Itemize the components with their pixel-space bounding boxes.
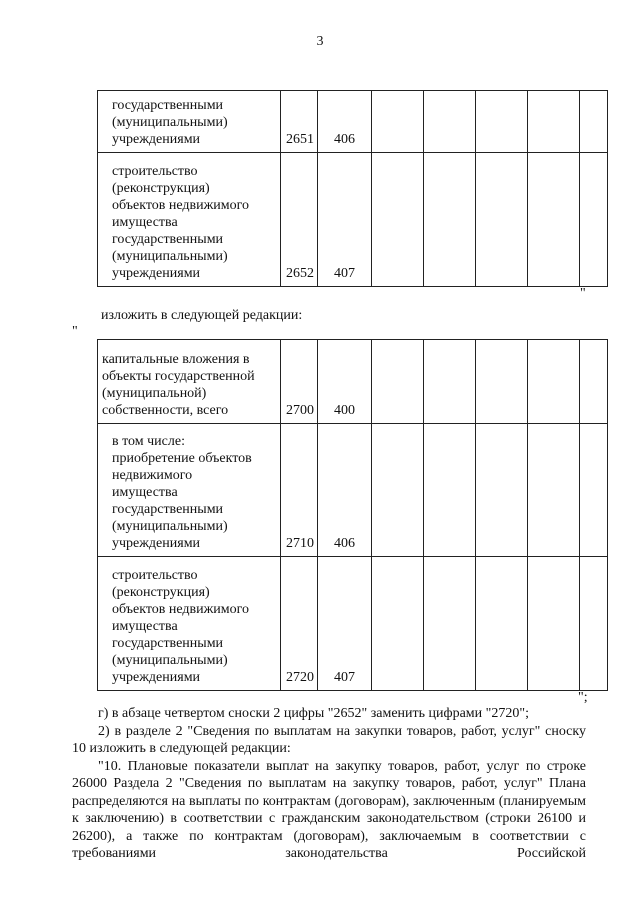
paragraph-footnote-10-text: "10. Плановые показатели выплат на закупку товаров, работ, услуг по строке 26000 Раздела 2 "Сведения по выплатам на закупку товаров, работ, услуг" Плана распределяются на выплаты по контрактам (договорам), заключенным (планируемым к заключению) в соответствии с гражданским законодательством (строки 26100 и 26200), а также по контрактам (договорам), заключаемым в соответствии с требованиями законодательства Российской xyxy=(72,758,586,861)
value-cell xyxy=(580,557,608,691)
value-cell xyxy=(476,340,528,424)
value-cell xyxy=(476,557,528,691)
value-cell xyxy=(580,153,608,287)
table-row xyxy=(98,91,608,153)
row-code: 2652 xyxy=(281,153,318,287)
row-label: капитальные вложения в объекты государственной (муниципальной) собственности, всего xyxy=(98,340,281,424)
row-code: 2720 xyxy=(281,557,318,691)
value-cell xyxy=(476,424,528,557)
document-body xyxy=(72,705,586,863)
value-cell xyxy=(528,153,580,287)
value-cell xyxy=(528,91,580,153)
value-cell xyxy=(424,153,476,287)
row-label: государственными (муниципальными) учреждениями xyxy=(98,91,281,153)
value-cell xyxy=(372,91,424,153)
value-cell xyxy=(424,557,476,691)
row-code: 2651 xyxy=(281,91,318,153)
value-cell xyxy=(476,91,528,153)
value-cell xyxy=(424,91,476,153)
paragraph-footnote-change: г) в абзаце четвертом сноски 2 цифры "2652" заменить цифрами "2720"; xyxy=(98,706,529,721)
table-row xyxy=(98,153,608,287)
value-cell xyxy=(528,340,580,424)
value-cell xyxy=(372,557,424,691)
budget-table-current xyxy=(97,90,608,287)
row-label: строительство (реконструкция) объектов недвижимого имущества государственными (муниципальными) учреждениями xyxy=(98,153,281,287)
table-row xyxy=(98,424,608,557)
closing-quote-semicolon: "; xyxy=(578,690,588,705)
value-cell xyxy=(580,340,608,424)
page-number: 3 xyxy=(316,34,324,49)
value-cell xyxy=(372,424,424,557)
amendment-lead-text: изложить в следующей редакции: xyxy=(101,308,303,323)
value-cell xyxy=(372,340,424,424)
row-code: 2710 xyxy=(281,424,318,557)
row-label: строительство (реконструкция) объектов недвижимого имущества государственными (муниципальными) учреждениями xyxy=(98,557,281,691)
row-kosgu: 406 xyxy=(318,424,372,557)
budget-table-new-edition xyxy=(97,339,608,691)
value-cell xyxy=(424,424,476,557)
closing-quote: " xyxy=(580,286,586,301)
row-label: в том числе: приобретение объектов недвижимого имущества государственными (муниципальными) учреждениями xyxy=(98,424,281,557)
value-cell xyxy=(476,153,528,287)
value-cell xyxy=(372,153,424,287)
opening-quote: " xyxy=(72,324,78,339)
value-cell xyxy=(528,424,580,557)
paragraph-section-2-change: 2) в разделе 2 "Сведения по выплатам на закупки товаров, работ, услуг" сноску 10 изложить в следующей редакции: xyxy=(72,723,586,756)
value-cell xyxy=(580,424,608,557)
value-cell xyxy=(528,557,580,691)
value-cell xyxy=(424,340,476,424)
table-row xyxy=(98,557,608,691)
row-kosgu: 400 xyxy=(318,340,372,424)
row-kosgu: 407 xyxy=(318,153,372,287)
row-kosgu: 407 xyxy=(318,557,372,691)
table-row xyxy=(98,340,608,424)
row-code: 2700 xyxy=(281,340,318,424)
value-cell xyxy=(580,91,608,153)
row-kosgu: 406 xyxy=(318,91,372,153)
